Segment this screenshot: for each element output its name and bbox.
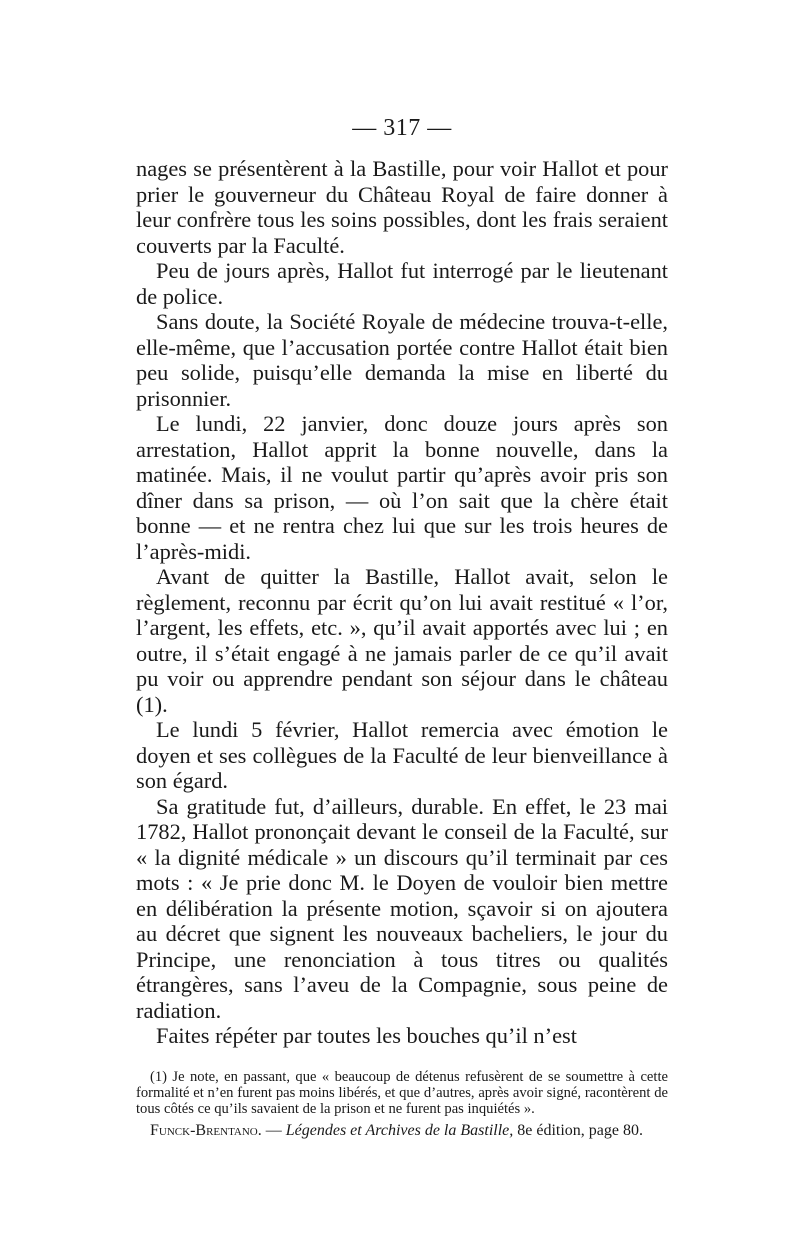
citation-rest: 8e édition, page 80. bbox=[513, 1121, 643, 1139]
paragraph-4: Le lundi, 22 janvier, donc douze jours après son arrestation, Hallot apprit la bonne nouvelle, dans la matinée. Mais, il ne voulut partir qu’après avoir pris son dîner dans sa prison, — où l’on sait que la chère était bonne — et ne rentra chez lui que sur les trois heures de l’après-midi. bbox=[136, 411, 668, 564]
paragraph-7: Sa gratitude fut, d’ailleurs, durable. En effet, le 23 mai 1782, Hallot prononçait devant le conseil de la Faculté, sur « la dignité médicale » un discours qu’il terminait par ces mots : « Je prie donc M. le Doyen de vouloir bien mettre en délibération la présente motion, sçavoir si on ajoutera au décret que signent les nouveaux bacheliers, le jour du Principe, une renonciation à tous titres ou qualités étrangères, sans l’aveu de la Compagnie, sous peine de radiation. bbox=[136, 793, 668, 1023]
paragraph-8: Faites répéter par toutes les bouches qu’il n’est bbox=[156, 1023, 577, 1048]
paragraph-6: Le lundi 5 février, Hallot remercia avec émotion le doyen et ses collègues de la Faculté de leur bienveillance à son égard. bbox=[136, 717, 668, 793]
paragraph-3: Sans doute, la Société Royale de médecine trouva-t-elle, elle-même, que l’accusation portée contre Hallot était bien peu solide, puisqu’elle demanda la mise en liberté du prisonnier. bbox=[136, 309, 668, 411]
page-number: — 317 — bbox=[352, 115, 452, 141]
paragraph-2: Peu de jours après, Hallot fut interrogé par le lieutenant de police. bbox=[136, 258, 668, 309]
citation-title: Légendes et Archives de la Bastille, bbox=[285, 1121, 514, 1139]
paragraph-1: nages se présentèrent à la Bastille, pour voir Hallot et pour prier le gouverneur du Château Royal de faire donner à leur confrère tous les soins possibles, dont les frais seraient couverts par la Faculté. bbox=[136, 156, 668, 258]
paragraph-5: Avant de quitter la Bastille, Hallot avait, selon le règlement, reconnu par écrit qu’on lui avait restitué « l’or, l’argent, les effets, etc. », qu’il avait apportés avec lui ; en outre, il s’était engagé à ne jamais parler de ce qu’il avait pu voir ou apprendre pendant son séjour dans le château (1). bbox=[136, 564, 668, 717]
citation-separator: — bbox=[261, 1121, 286, 1139]
footnotes bbox=[136, 1069, 668, 1140]
document-page bbox=[136, 108, 668, 1140]
footnote-1: (1) Je note, en passant, que « beaucoup de détenus refusèrent de se soumettre à cette formalité et n’en furent pas moins libérés, et que d’autres, après avoir signé, racontèrent de tous côtés ce qu’ils savaient de la prison et ne furent pas inquiétés ». bbox=[136, 1068, 668, 1118]
citation-author: Funck-Brentano. bbox=[150, 1121, 262, 1139]
footnote-citation bbox=[136, 1122, 668, 1140]
body-text bbox=[136, 156, 668, 1049]
